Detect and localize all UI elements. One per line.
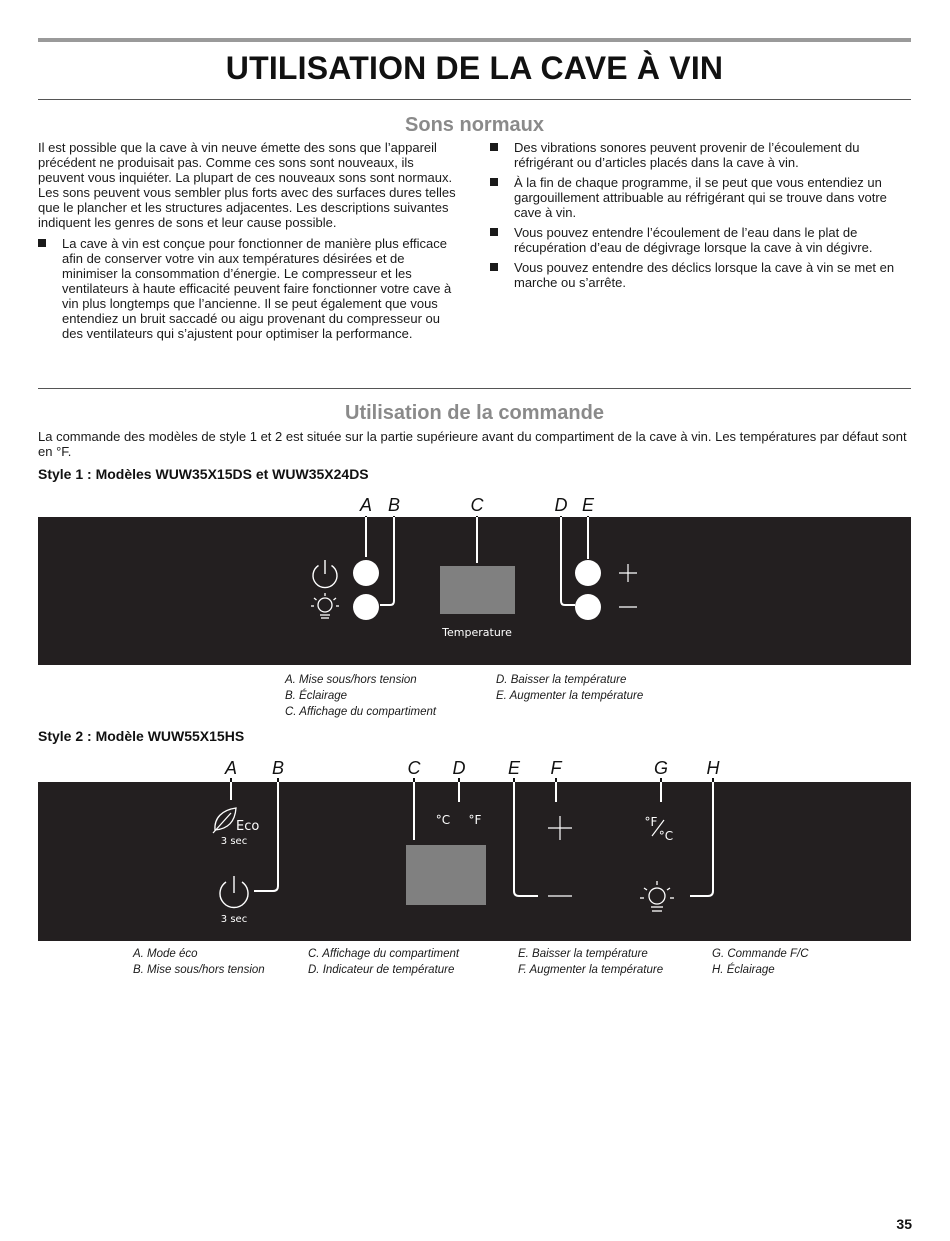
sons-intro: Il est possible que la cave à vin neuve émette des sons que l’appareil précédent ne produisait pas. Comme ces sons sont nouveaux, ils peuvent vous inquiéter. La plupart de ces nouveaux sons sont normaux. Les sons peuvent vous sembler plus forts avec des surfaces dures telles que le plancher et les structures adjacentes. Les descriptions suivantes indiquent les genres de sons et leur cause possible. — [38, 140, 456, 230]
callout-letter-a: A — [224, 758, 238, 778]
light-button[interactable] — [638, 878, 678, 916]
legend-item: D. Baisser la température — [496, 674, 627, 686]
fahrenheit-indicator: °F — [468, 813, 482, 827]
callout-letter-d: D — [452, 758, 466, 778]
list-item-text: À la fin de chaque programme, il se peut que vous entendiez un gargouillement attribuable au réfrigérant qui se trouve dans votre cave à vin. — [514, 175, 887, 220]
legend-item: C. Affichage du compartiment — [285, 706, 437, 718]
style2-legend-col1 — [133, 946, 265, 978]
callout-letter-e: E — [507, 758, 521, 778]
style2-legend-col2 — [308, 946, 459, 978]
list-item-text: Vous pouvez entendre l’écoulement de l’eau dans le plat de récupération d’eau de dégivrage lorsque la cave à vin dégivre. — [514, 225, 873, 255]
list-item-text: Vous pouvez entendre des déclics lorsque la cave à vin se met en marche ou s’arrête. — [514, 260, 895, 290]
callout-letter-c: C — [407, 758, 421, 778]
style2-legend-col4 — [712, 946, 809, 978]
page-title: UTILISATION DE LA CAVE À VIN — [225, 50, 724, 86]
legend-item: B. Mise sous/hors tension — [133, 964, 265, 976]
power-button[interactable] — [212, 872, 256, 926]
legend-item: A. Mode éco — [133, 948, 198, 960]
legend-item: F. Augmenter la température — [518, 964, 664, 976]
celsius-indicator: °C — [435, 813, 451, 827]
callout-letter-d: D — [554, 495, 568, 515]
style2-heading: Style 2 : Modèle WUW55X15HS — [38, 728, 245, 744]
callout-letter-f: F — [550, 758, 562, 778]
callout-letter-h: H — [706, 758, 720, 778]
legend-item: B. Éclairage — [285, 690, 348, 702]
legend-item: D. Indicateur de température — [308, 964, 455, 976]
style2-leaders-outer — [231, 778, 713, 782]
display-label: Temperature — [442, 626, 512, 639]
callout-letter-b: B — [387, 495, 401, 515]
legend-item: C. Affichage du compartiment — [308, 948, 460, 960]
eco-button[interactable] — [208, 804, 260, 848]
section-heading-sons: Sons normaux — [405, 114, 544, 136]
legend-item: H. Éclairage — [712, 964, 775, 976]
temp-down-button[interactable] — [544, 882, 576, 910]
callout-letter-g: G — [653, 758, 669, 778]
style1-heading: Style 1 : Modèles WUW35X15DS et WUW35X24DS — [38, 466, 369, 482]
list-item-text: La cave à vin est conçue pour fonctionner de manière plus efficace afin de conserver votre vin aux températures désirées et de minimiser la consommation d’énergie. Le compresseur et les ventilateurs à haute efficacité peuvent faire fonctionner votre cave à vin plus longtemps que l’ancienne. Il se peut également que vous entendiez un bruit saccadé ou aigu provenant du compresseur ou des ventilateurs qui s’ajustent pour optimiser la performance. — [62, 236, 452, 341]
legend-item: E. Baisser la température — [518, 948, 648, 960]
fc-toggle-button[interactable] — [640, 810, 680, 846]
list-item-text: Des vibrations sonores peuvent provenir de l’écoulement du réfrigérant ou d’articles placés dans la cave à vin. — [514, 140, 860, 170]
callout-letter-a: A — [359, 495, 373, 515]
callout-letter-b: B — [271, 758, 285, 778]
legend-item: E. Augmenter la température — [496, 690, 644, 702]
legend-item: G. Commande F/C — [712, 948, 809, 960]
style2-legend-col3 — [518, 946, 663, 978]
section-heading-commande: Utilisation de la commande — [345, 402, 604, 424]
legend-item: A. Mise sous/hors tension — [285, 674, 417, 686]
callout-letter-e: E — [581, 495, 595, 515]
page-number: 35 — [896, 1216, 912, 1232]
commande-intro: La commande des modèles de style 1 et 2 est située sur la partie supérieure avant du compartiment de la cave à vin. Les températures par défaut sont en °F. — [38, 429, 907, 459]
callout-letter-c: C — [470, 495, 484, 515]
temp-up-button[interactable] — [544, 812, 576, 844]
compartment-display — [406, 845, 486, 905]
